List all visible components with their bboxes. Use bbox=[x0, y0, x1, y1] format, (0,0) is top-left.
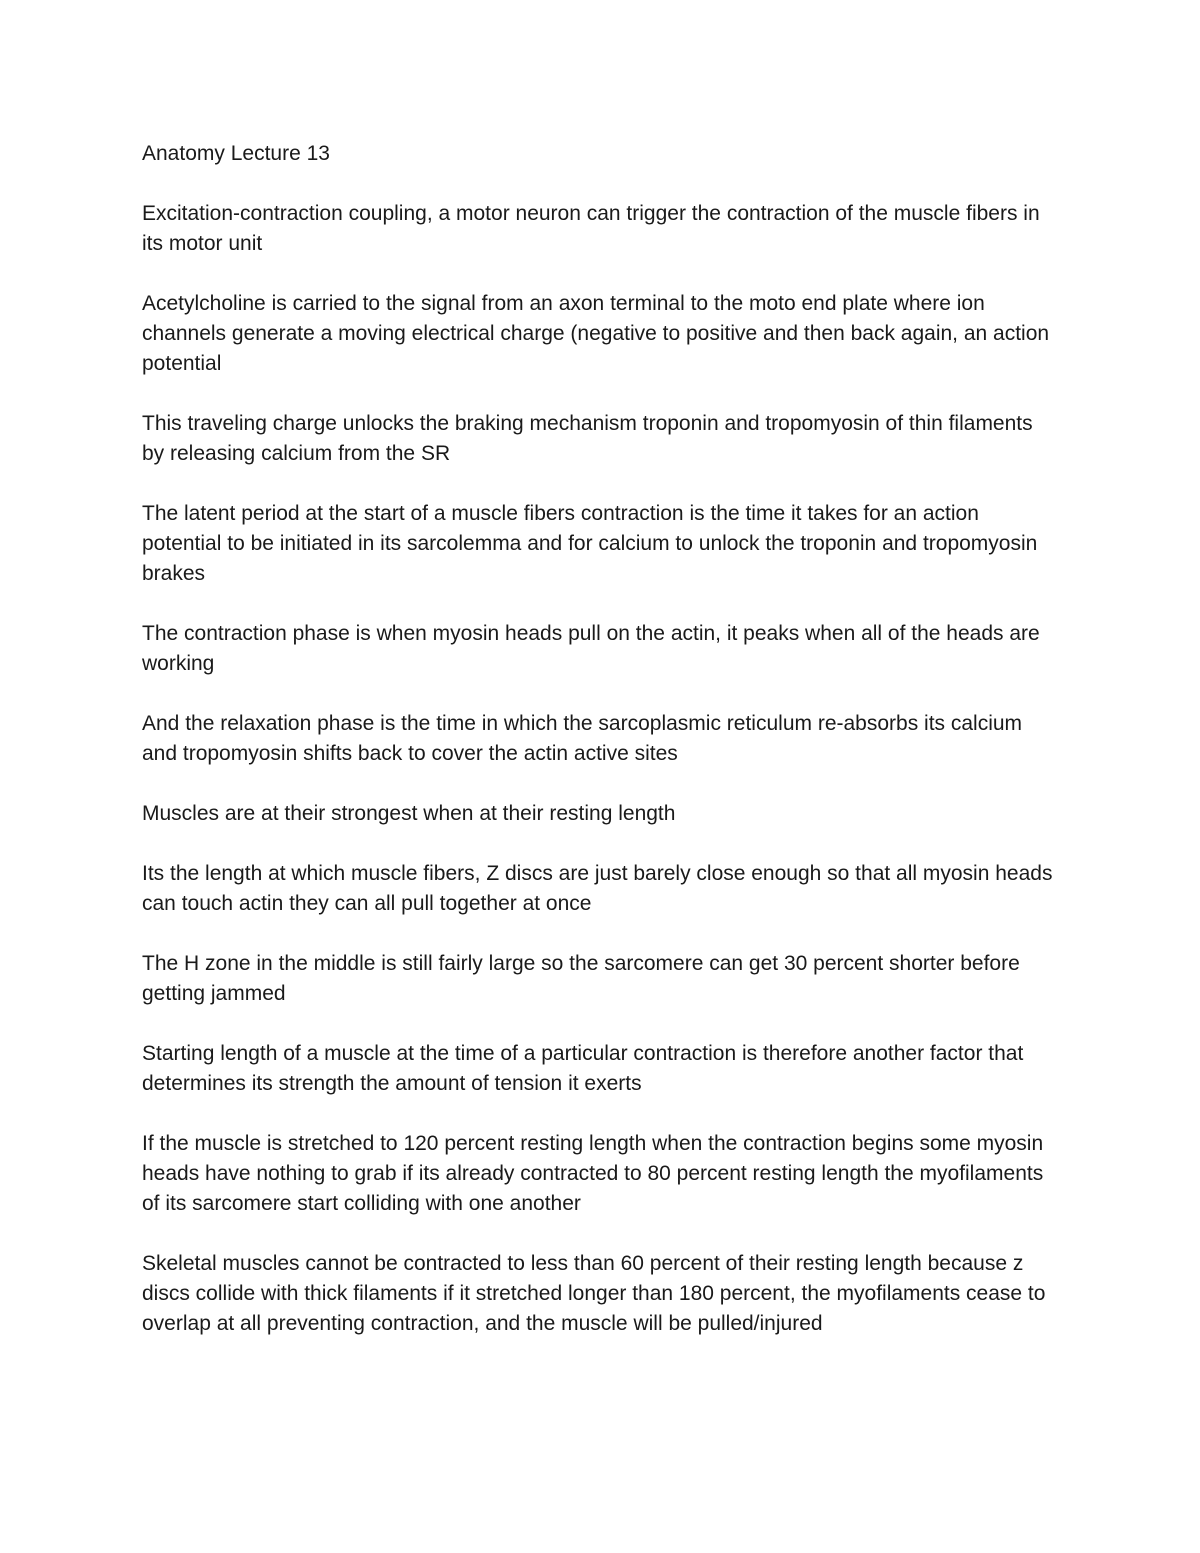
document-body bbox=[142, 139, 1057, 1369]
document-title: Anatomy Lecture 13 bbox=[142, 142, 330, 165]
paragraph: And the relaxation phase is the time in which the sarcoplasmic reticulum re-absorbs its calcium and tropomyosin shifts back to cover the actin active sites bbox=[142, 712, 1023, 765]
paragraph: Starting length of a muscle at the time of a particular contraction is therefore another factor that determines its strength the amount of tension it exerts bbox=[142, 1042, 1024, 1095]
paragraph: Excitation-contraction coupling, a motor neuron can trigger the contraction of the muscle fibers in its motor unit bbox=[142, 202, 1040, 255]
paragraph: Skeletal muscles cannot be contracted to less than 60 percent of their resting length because z discs collide with thick filaments if it stretched longer than 180 percent, the myofilaments cease to overlap at all preventing contraction, and the muscle will be pulled/injured bbox=[142, 1252, 1046, 1335]
paragraph: The contraction phase is when myosin heads pull on the actin, it peaks when all of the heads are working bbox=[142, 622, 1040, 675]
paragraph: If the muscle is stretched to 120 percent resting length when the contraction begins some myosin heads have nothing to grab if its already contracted to 80 percent resting length the myofilaments of its sarcomere start colliding with one another bbox=[142, 1132, 1044, 1215]
paragraph: This traveling charge unlocks the braking mechanism troponin and tropomyosin of thin filaments by releasing calcium from the SR bbox=[142, 412, 1033, 465]
paragraph: Its the length at which muscle fibers, Z discs are just barely close enough so that all myosin heads can touch actin they can all pull together at once bbox=[142, 862, 1053, 915]
paragraph: Acetylcholine is carried to the signal from an axon terminal to the moto end plate where ion channels generate a moving electrical charge (negative to positive and then back again, an action potential bbox=[142, 292, 1050, 375]
paragraph: The latent period at the start of a muscle fibers contraction is the time it takes for an action potential to be initiated in its sarcolemma and for calcium to unlock the troponin and tropomyosin brakes bbox=[142, 502, 1038, 585]
paragraph: The H zone in the middle is still fairly large so the sarcomere can get 30 percent shorter before getting jammed bbox=[142, 952, 1020, 1005]
paragraph: Muscles are at their strongest when at their resting length bbox=[142, 802, 676, 825]
